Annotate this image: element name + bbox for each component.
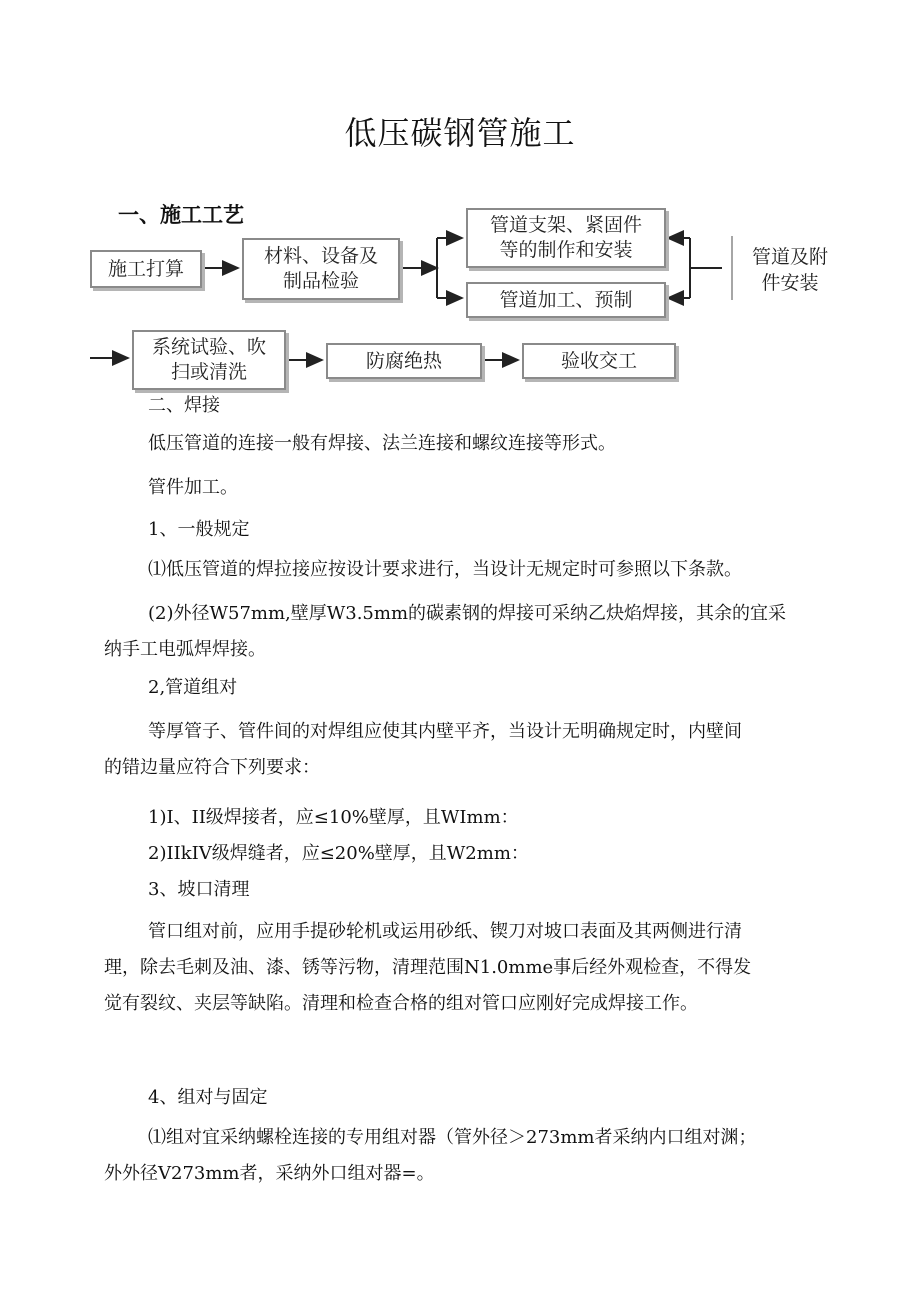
body-line: 外外径V273mm者，采纳外口组对器=。	[104, 1163, 435, 1184]
body-line: ⑴组对宜采纳螺栓连接的专用组对器（管外径＞273mm者采纳内口组对渊；	[148, 1127, 757, 1148]
body-paragraph	[104, 836, 816, 872]
body-line: 3、坡口清理	[148, 879, 250, 900]
flow-box-test-line2: 扫或清洗	[170, 361, 247, 383]
body-paragraph	[104, 596, 816, 668]
body-line: (2)外径W57mm,壁厚W3.5mm的碳素钢的焊接可采纳乙炔焰焊接，其余的宜采	[148, 603, 787, 624]
body-paragraph	[104, 714, 816, 786]
body-paragraph	[104, 388, 816, 424]
body-line: 2)IIkIV级焊缝者，应≤20%壁厚，且W2mm：	[148, 843, 529, 864]
flow-box-support-line1: 管道支架、紧固件	[489, 214, 642, 236]
flow-side-install-line1: 管道及附	[751, 246, 828, 268]
body-line: 纳手工电弧焊焊接。	[104, 639, 266, 660]
flow-side-install-line2: 件安装	[761, 272, 819, 294]
body-line: 2,管道组对	[148, 677, 238, 698]
flow-box-support-line2: 等的制作和安装	[499, 239, 633, 261]
body-paragraph	[104, 872, 816, 908]
flow-box-plan	[90, 250, 202, 288]
body-line: 理，除去毛刺及油、漆、锈等污物，清理范围N1.0mme事后经外观检查，不得发	[104, 957, 752, 978]
body-paragraph	[104, 1080, 816, 1116]
flow-side-install	[738, 244, 842, 296]
page-title: 低压碳钢管施工	[344, 114, 576, 152]
flow-box-inspection-line1: 材料、设备及	[263, 245, 378, 267]
flow-box-plan-label: 施工打算	[107, 257, 184, 280]
body-line: 管件加工。	[148, 477, 238, 498]
section-heading-process: 一、施工工艺	[118, 203, 244, 227]
flow-box-support	[466, 208, 666, 268]
body-line: 觉有裂纹、夹层等缺陷。清理和检查合格的组对管口应刚好完成焊接工作。	[104, 993, 698, 1014]
body-paragraph	[104, 512, 816, 548]
body-line: 4、组对与固定	[148, 1087, 268, 1108]
flow-box-test-line1: 系统试验、吹	[151, 336, 266, 358]
body-line: 等厚管子、管件间的对焊组应使其内壁平齐，当设计无明确规定时，内壁间	[148, 721, 742, 742]
body-line: 二、焊接	[148, 395, 220, 416]
flow-box-anticorrosion	[326, 343, 482, 379]
body-paragraph	[104, 670, 816, 706]
flow-box-inspection	[242, 238, 400, 300]
body-paragraph	[104, 552, 816, 588]
body-line: 管口组对前，应用手提砂轮机或运用砂纸、锲刀对坡口表面及其两侧进行清	[148, 921, 742, 942]
body-paragraph	[104, 1120, 816, 1192]
body-line: ⑴低压管道的焊拉接应按设计要求进行，当设计无规定时可参照以下条款。	[148, 559, 742, 580]
flow-box-test	[132, 330, 286, 390]
body-line: 1)I、II级焊接者，应≤10%壁厚，且WImm：	[148, 807, 519, 828]
flow-box-prefab-label: 管道加工、预制	[499, 288, 633, 311]
flow-box-anticorrosion-label: 防腐绝热	[365, 349, 442, 372]
flow-box-acceptance	[522, 343, 676, 379]
body-paragraph	[104, 914, 816, 1022]
flow-box-inspection-line2: 制品检验	[282, 270, 359, 292]
body-paragraph	[104, 800, 816, 836]
body-line: 1、一般规定	[148, 519, 250, 540]
body-line: 低压管道的连接一般有焊接、法兰连接和螺纹连接等形式。	[148, 433, 616, 454]
body-paragraph	[104, 426, 816, 462]
body-paragraph	[104, 470, 816, 506]
flow-box-acceptance-label: 验收交工	[560, 349, 637, 372]
body-line: 的错边量应符合下列要求：	[104, 757, 320, 778]
flow-box-prefab	[466, 282, 666, 318]
